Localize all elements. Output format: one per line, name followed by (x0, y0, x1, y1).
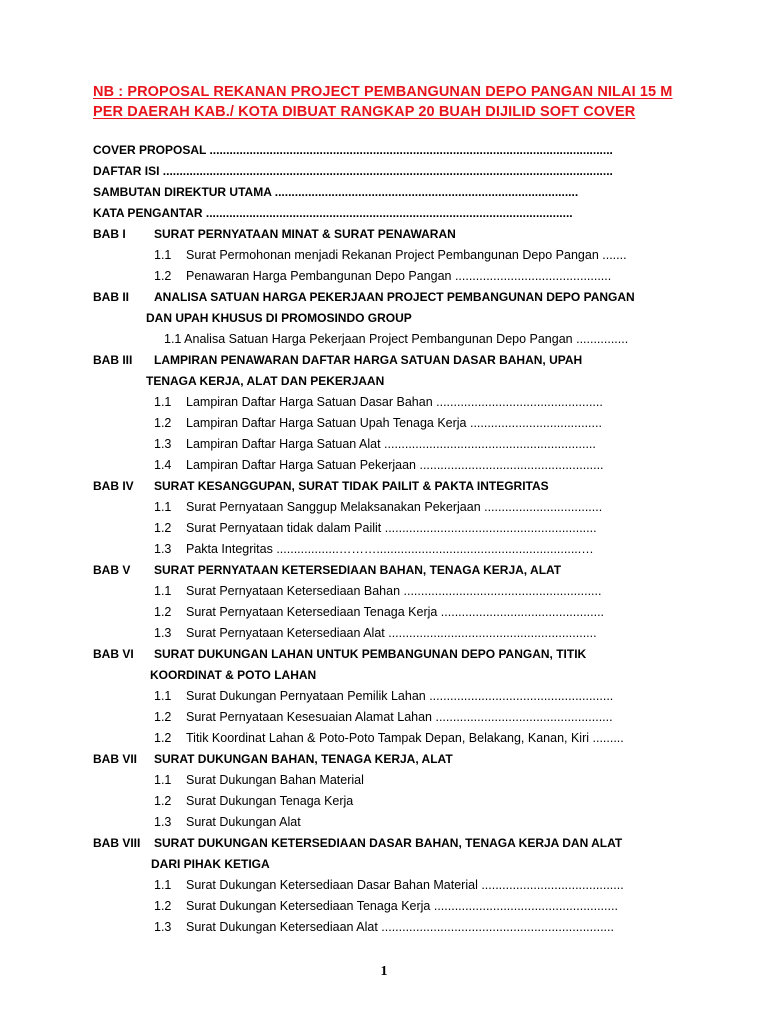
bab-label: BAB VII (93, 752, 138, 766)
toc-item (0, 602, 768, 622)
toc-item (0, 245, 768, 265)
item-text: Lampiran Daftar Harga Satuan Upah Tenaga Kerja ...................................... (186, 416, 602, 430)
item-text: Surat Dukungan Ketersediaan Tenaga Kerja ..................................................... (186, 899, 618, 913)
note-line-2: PER DAERAH KAB./ KOTA DIBUAT RANGKAP 20 BUAH DIJILID SOFT COVER (93, 104, 636, 120)
bab-title: SURAT KESANGGUPAN, SURAT TIDAK PAILIT & PAKTA INTEGRITAS (154, 479, 549, 493)
toc-bab-8-title-cont (0, 854, 768, 874)
toc-bab-6-title-cont (0, 665, 768, 685)
bab-title: SURAT DUKUNGAN LAHAN UNTUK PEMBANGUNAN DEPO PANGAN, TITIK (154, 647, 587, 661)
toc-item (0, 581, 768, 601)
toc-sambutan: SAMBUTAN DIREKTUR UTAMA ........................................................................................... (93, 185, 579, 199)
toc-item (0, 455, 768, 475)
item-number: 1.2 (154, 269, 172, 283)
toc-bab-8 (0, 833, 768, 853)
toc-bab-2-title-cont (0, 308, 768, 328)
item-number: 1.3 (154, 437, 172, 451)
item-number: 1.1 (154, 500, 172, 514)
bab-title-continued: DARI PIHAK KETIGA (151, 857, 270, 871)
item-text: Surat Pernyataan Sanggup Melaksanakan Pekerjaan .................................. (186, 500, 603, 514)
item-text: Surat Pernyataan Ketersediaan Bahan ......................................................... (186, 584, 602, 598)
toc-bab-2 (0, 287, 768, 307)
toc-daftar-isi: DAFTAR ISI ....................................................................................................................................... (93, 164, 613, 178)
item-number: 1.1 (154, 878, 172, 892)
item-number: 1.1 (154, 773, 172, 787)
note-line-1: NB : PROPOSAL REKANAN PROJECT PEMBANGUNAN DEPO PANGAN NILAI 15 M (93, 84, 673, 100)
item-number: 1.1 (154, 248, 172, 262)
item-number: 1.2 (154, 416, 172, 430)
item-text: Surat Dukungan Bahan Material (186, 773, 364, 787)
toc-item (0, 623, 768, 643)
item-number: 1.2 (154, 521, 172, 535)
toc-item (0, 686, 768, 706)
toc-item (0, 875, 768, 895)
item-number: 1.2 (154, 605, 172, 619)
item-text: Surat Dukungan Alat (186, 815, 301, 829)
item-text: Lampiran Daftar Harga Satuan Pekerjaan ..................................................... (186, 458, 604, 472)
toc-kata-pengantar: KATA PENGANTAR .............................................................................................................. (93, 206, 573, 220)
item-text: Surat Permohonan menjadi Rekanan Project Pembangunan Depo Pangan ....... (186, 248, 627, 262)
proposal-note-heading (93, 82, 713, 122)
item-number: 1.1 (154, 689, 172, 703)
toc-bab-4 (0, 476, 768, 496)
bab-title: ANALISA SATUAN HARGA PEKERJAAN PROJECT PEMBANGUNAN DEPO PANGAN (154, 290, 635, 304)
bab-title: SURAT DUKUNGAN KETERSEDIAAN DASAR BAHAN, TENAGA KERJA DAN ALAT (154, 836, 623, 850)
item-text: Penawaran Harga Pembangunan Depo Pangan ............................................. (186, 269, 612, 283)
bab-title: LAMPIRAN PENAWARAN DAFTAR HARGA SATUAN DASAR BAHAN, UPAH (154, 353, 583, 367)
bab-label: BAB I (93, 227, 126, 241)
toc-item (0, 896, 768, 916)
item-text: Surat Pernyataan Ketersediaan Alat ............................................................ (186, 626, 597, 640)
page-number: 1 (380, 964, 388, 979)
bab-label: BAB VIII (93, 836, 141, 850)
toc-item (0, 770, 768, 790)
item-number: 1.3 (154, 815, 172, 829)
toc-item (0, 518, 768, 538)
item-number: 1.1 (154, 395, 172, 409)
toc-bab-3-title-cont (0, 371, 768, 391)
bab-label: BAB III (93, 353, 133, 367)
toc-item: 1.1 Analisa Satuan Harga Pekerjaan Project Pembangunan Depo Pangan ............... (164, 332, 629, 346)
item-number: 1.3 (154, 542, 172, 556)
bab-label: BAB V (93, 563, 131, 577)
item-text: Lampiran Daftar Harga Satuan Alat ............................................................. (186, 437, 596, 451)
toc-item (0, 707, 768, 727)
toc-bab-1 (0, 224, 768, 244)
item-number: 1.2 (154, 710, 172, 724)
toc-item (0, 392, 768, 412)
bab-title-continued: TENAGA KERJA, ALAT DAN PEKERJAAN (146, 374, 385, 388)
bab-title: SURAT DUKUNGAN BAHAN, TENAGA KERJA, ALAT (154, 752, 453, 766)
item-text: Surat Dukungan Pernyataan Pemilik Lahan ..................................................... (186, 689, 614, 703)
toc-bab-3 (0, 350, 768, 370)
toc-item (0, 434, 768, 454)
bab-title-continued: DAN UPAH KHUSUS DI PROMOSINDO GROUP (146, 311, 412, 325)
item-text: Pakta Integritas ..................………...........................................................… (186, 542, 594, 556)
bab-label: BAB IV (93, 479, 134, 493)
item-text: Surat Pernyataan tidak dalam Pailit ............................................................. (186, 521, 597, 535)
item-text: Lampiran Daftar Harga Satuan Dasar Bahan ................................................ (186, 395, 603, 409)
toc-bab-5 (0, 560, 768, 580)
item-number: 1.2 (154, 731, 172, 745)
item-number: 1.3 (154, 626, 172, 640)
bab-label: BAB VI (93, 647, 134, 661)
toc-item (0, 791, 768, 811)
item-text: Surat Pernyataan Kesesuaian Alamat Lahan ................................................... (186, 710, 613, 724)
toc-item (0, 812, 768, 832)
toc-cover-proposal: COVER PROPOSAL ......................................................................................................................... (93, 143, 613, 157)
toc-item (0, 539, 768, 559)
bab-title: SURAT PERNYATAAN MINAT & SURAT PENAWARAN (154, 227, 456, 241)
toc-item (0, 917, 768, 937)
toc-item (0, 266, 768, 286)
item-number: 1.3 (154, 920, 172, 934)
item-text: Surat Dukungan Ketersediaan Dasar Bahan Material ......................................... (186, 878, 624, 892)
item-text: Titik Koordinat Lahan & Poto-Poto Tampak Depan, Belakang, Kanan, Kiri ......... (186, 731, 624, 745)
toc-item (0, 728, 768, 748)
toc-bab-7 (0, 749, 768, 769)
item-number: 1.4 (154, 458, 172, 472)
bab-title-continued: KOORDINAT & POTO LAHAN (150, 668, 317, 682)
item-text: Surat Dukungan Ketersediaan Alat ................................................................... (186, 920, 614, 934)
toc-bab-6 (0, 644, 768, 664)
bab-label: BAB II (93, 290, 129, 304)
item-text: Surat Dukungan Tenaga Kerja (186, 794, 354, 808)
bab-title: SURAT PERNYATAAN KETERSEDIAAN BAHAN, TENAGA KERJA, ALAT (154, 563, 562, 577)
item-number: 1.2 (154, 899, 172, 913)
item-text: Surat Pernyataan Ketersediaan Tenaga Kerja ............................................... (186, 605, 605, 619)
toc-item (0, 413, 768, 433)
item-number: 1.1 (154, 584, 172, 598)
item-number: 1.2 (154, 794, 172, 808)
toc-item (0, 497, 768, 517)
